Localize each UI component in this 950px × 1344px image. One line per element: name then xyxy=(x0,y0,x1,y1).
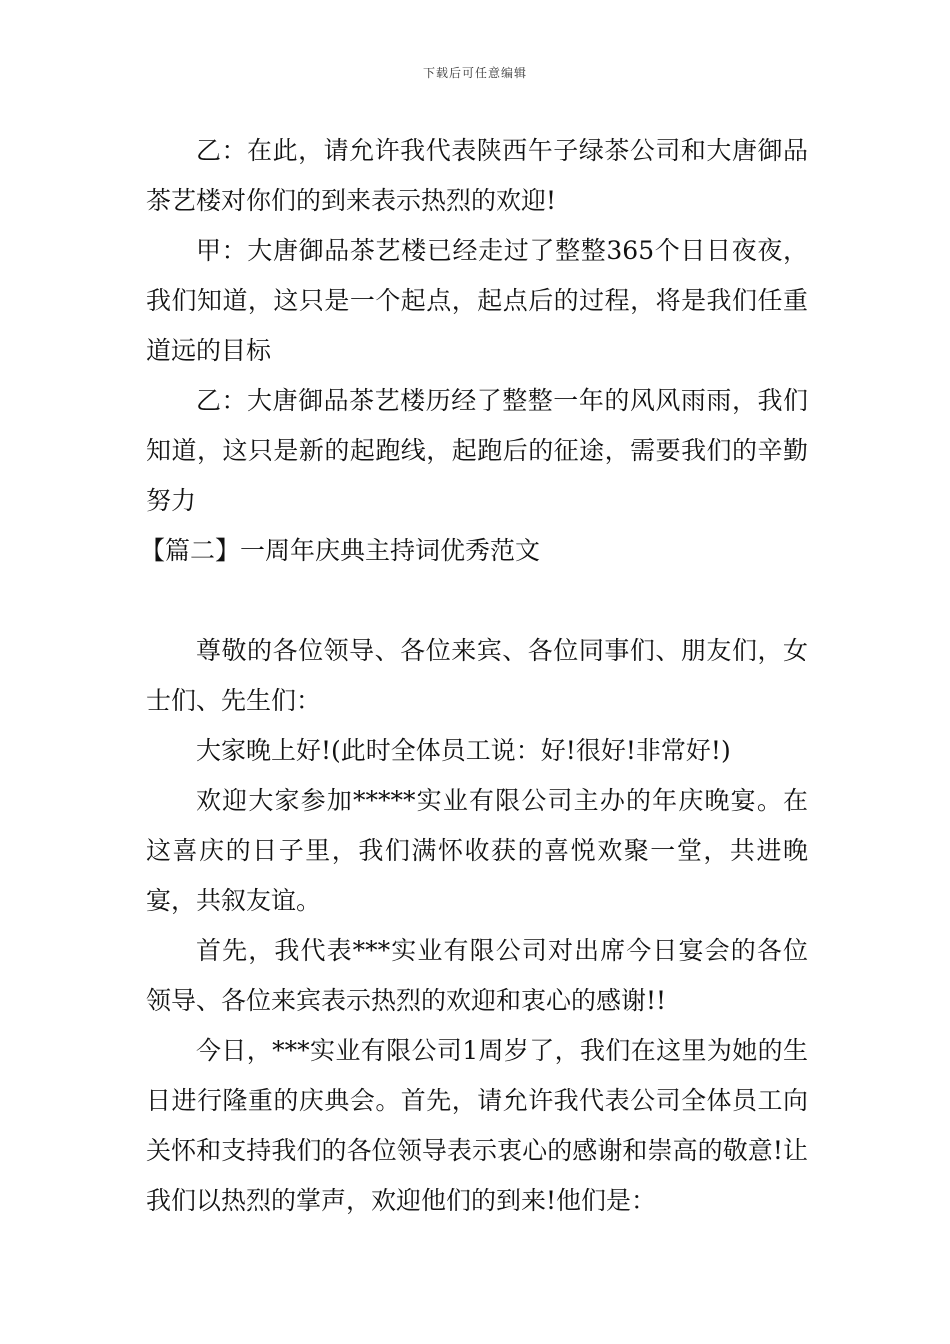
blank-line xyxy=(146,576,808,626)
paragraph: 甲：大唐御品茶艺楼已经走过了整整365个日日夜夜，我们知道，这只是一个起点，起点后的过程，将是我们任重道远的目标 xyxy=(146,236,808,365)
paragraph: 今日，***实业有限公司1周岁了，我们在这里为她的生日进行隆重的庆典会。首先，请允许我代表公司全体员工向关怀和支持我们的各位领导表示衷心的感谢和崇高的敬意!让我们以热烈的掌声，欢迎他们的到来!他们是： xyxy=(146,1036,808,1215)
page-header: 下载后可任意编辑 xyxy=(422,66,527,80)
paragraph: 乙：在此，请允许我代表陕西午子绿茶公司和大唐御品茶艺楼对你们的到来表示热烈的欢迎! xyxy=(146,136,808,215)
paragraph: 乙：大唐御品茶艺楼历经了整整一年的风风雨雨，我们知道，这只是新的起跑线，起跑后的征途，需要我们的辛勤努力 xyxy=(146,386,808,515)
document-body xyxy=(140,126,808,1226)
paragraph: 首先，我代表***实业有限公司对出席今日宴会的各位领导、各位来宾表示热烈的欢迎和衷心的感谢!! xyxy=(146,936,808,1015)
paragraph: 大家晚上好!(此时全体员工说：好!很好!非常好!) xyxy=(196,736,731,765)
paragraph: 尊敬的各位领导、各位来宾、各位同事们、朋友们，女士们、先生们： xyxy=(146,636,808,715)
section-heading: 【篇二】一周年庆典主持词优秀范文 xyxy=(140,536,541,565)
paragraph: 欢迎大家参加*****实业有限公司主办的年庆晚宴。在这喜庆的日子里，我们满怀收获的喜悦欢聚一堂，共进晚宴，共叙友谊。 xyxy=(146,786,808,915)
